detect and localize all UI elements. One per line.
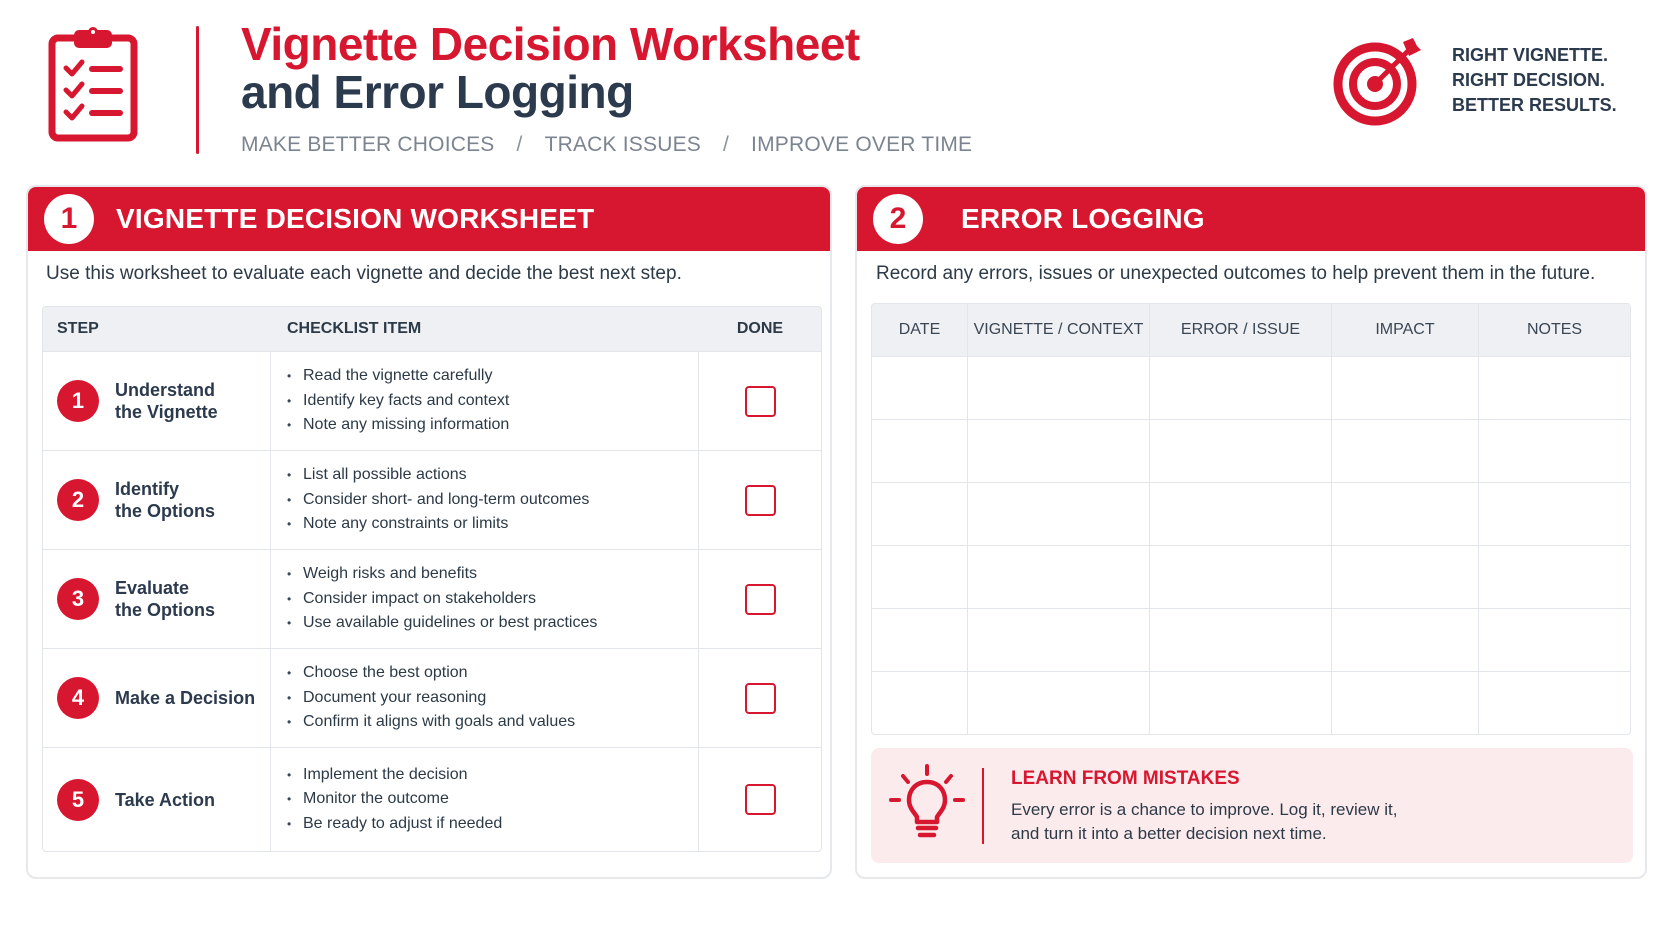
- subtitle-separator: /: [723, 133, 730, 156]
- checklist-cell: [271, 550, 699, 648]
- table-row: [43, 747, 821, 851]
- checklist-item: • Monitor the outcome: [287, 787, 698, 812]
- checklist-cell: [271, 748, 699, 851]
- error-cell[interactable]: [1150, 420, 1332, 482]
- date-cell[interactable]: [872, 672, 968, 734]
- done-checkbox[interactable]: [745, 683, 776, 714]
- table-row: [872, 608, 1630, 671]
- impact-cell[interactable]: [1332, 546, 1479, 608]
- checklist-item: • Consider impact on stakeholders: [287, 587, 698, 612]
- step-label: [115, 789, 215, 811]
- notes-cell[interactable]: [1479, 609, 1630, 671]
- title-line-1: Vignette Decision Worksheet: [241, 18, 860, 70]
- tagline-line: BETTER RESULTS.: [1452, 95, 1617, 115]
- table-row: [872, 482, 1630, 545]
- step-label-line: the Options: [115, 600, 215, 620]
- error-cell[interactable]: [1150, 357, 1332, 419]
- checklist-item: • Weigh risks and benefits: [287, 562, 698, 587]
- checklist-item: • Note any missing information: [287, 413, 698, 438]
- checklist-item: • Choose the best option: [287, 661, 698, 686]
- step-label-line: the Vignette: [115, 402, 218, 422]
- checklist-item: • List all possible actions: [287, 463, 698, 488]
- tagline-line: RIGHT DECISION.: [1452, 70, 1606, 90]
- step-label-line: the Options: [115, 501, 215, 521]
- checklist-item: • Confirm it aligns with goals and values: [287, 710, 698, 735]
- worksheet-card: [26, 185, 832, 879]
- lightbulb-icon: [887, 764, 967, 844]
- checklist-item: • Use available guidelines or best practices: [287, 611, 698, 636]
- page-subtitle: [241, 133, 972, 157]
- learn-from-mistakes-box: [871, 748, 1633, 863]
- error-cell[interactable]: [1150, 672, 1332, 734]
- date-cell[interactable]: [872, 609, 968, 671]
- context-cell[interactable]: [968, 357, 1150, 419]
- date-cell[interactable]: [872, 483, 968, 545]
- step-label: [115, 478, 215, 522]
- column-header-impact: IMPACT: [1332, 304, 1479, 356]
- done-cell: [699, 352, 821, 450]
- step-cell: [43, 550, 271, 648]
- done-cell: [699, 748, 821, 851]
- worksheet-table: [42, 306, 822, 852]
- checklist-item: • Document your reasoning: [287, 686, 698, 711]
- impact-cell[interactable]: [1332, 420, 1479, 482]
- date-cell[interactable]: [872, 420, 968, 482]
- step-label: [115, 687, 255, 709]
- tip-body: [1011, 798, 1431, 846]
- step-number-badge: 4: [57, 677, 99, 719]
- tip-body-line: and turn it into a better decision next time.: [1011, 824, 1327, 843]
- subtitle-item: MAKE BETTER CHOICES: [241, 133, 495, 156]
- error-cell[interactable]: [1150, 546, 1332, 608]
- done-cell: [699, 649, 821, 747]
- checklist-item: • Identify key facts and context: [287, 389, 698, 414]
- step-number-badge: 3: [57, 578, 99, 620]
- step-number-badge: 1: [57, 380, 99, 422]
- step-cell: [43, 451, 271, 549]
- step-number-badge: 2: [57, 479, 99, 521]
- step-cell: [43, 748, 271, 851]
- worksheet-header: [28, 187, 830, 251]
- step-number-badge: 5: [57, 779, 99, 821]
- context-cell[interactable]: [968, 420, 1150, 482]
- done-checkbox[interactable]: [745, 485, 776, 516]
- tagline-line: RIGHT VIGNETTE.: [1452, 45, 1609, 65]
- done-checkbox[interactable]: [745, 784, 776, 815]
- column-header-error: ERROR / ISSUE: [1150, 304, 1332, 356]
- step-label-line: Take Action: [115, 789, 216, 810]
- impact-cell[interactable]: [1332, 672, 1479, 734]
- table-row: [872, 671, 1630, 734]
- tip-body-line: Every error is a chance to improve. Log it, review it,: [1011, 800, 1398, 819]
- subtitle-item: IMPROVE OVER TIME: [751, 133, 973, 156]
- step-label: [115, 379, 218, 423]
- error-log-header: [857, 187, 1645, 251]
- table-row: [43, 549, 821, 648]
- date-cell[interactable]: [872, 546, 968, 608]
- section-number-badge: 2: [873, 194, 923, 244]
- section-number-badge: 1: [44, 194, 94, 244]
- subtitle-separator: /: [516, 133, 523, 156]
- checklist-item: • Be ready to adjust if needed: [287, 812, 698, 837]
- clipboard-checklist-icon: [48, 24, 138, 144]
- checklist-cell: [271, 649, 699, 747]
- notes-cell[interactable]: [1479, 672, 1630, 734]
- target-arrow-icon: [1333, 34, 1425, 126]
- notes-cell[interactable]: [1479, 420, 1630, 482]
- error-log-table-header: [872, 304, 1630, 356]
- worksheet-description: Use this worksheet to evaluate each vignette and decide the best next step.: [46, 263, 682, 284]
- context-cell[interactable]: [968, 609, 1150, 671]
- error-cell[interactable]: [1150, 609, 1332, 671]
- step-label-line: Make a Decision: [115, 688, 256, 708]
- column-header-step: STEP: [57, 320, 99, 337]
- notes-cell[interactable]: [1479, 357, 1630, 419]
- impact-cell[interactable]: [1332, 483, 1479, 545]
- title-line-2: and Error Logging: [241, 66, 634, 118]
- worksheet-title: VIGNETTE DECISION WORKSHEET: [116, 203, 595, 234]
- step-cell: [43, 352, 271, 450]
- error-cell[interactable]: [1150, 483, 1332, 545]
- impact-cell[interactable]: [1332, 357, 1479, 419]
- tip-divider: [982, 768, 984, 844]
- tip-title: LEARN FROM MISTAKES: [1011, 768, 1240, 789]
- error-log-description: Record any errors, issues or unexpected outcomes to help prevent them in the future.: [876, 263, 1596, 284]
- subtitle-item: TRACK ISSUES: [544, 133, 701, 156]
- table-row: [872, 419, 1630, 482]
- step-label: [115, 577, 215, 621]
- worksheet-table-header: [43, 307, 821, 351]
- done-checkbox[interactable]: [745, 386, 776, 417]
- header-divider: [196, 26, 199, 154]
- step-label-line: Evaluate: [115, 578, 190, 598]
- tagline: [1452, 43, 1617, 118]
- done-cell: [699, 550, 821, 648]
- page-title: [241, 20, 860, 116]
- step-cell: [43, 649, 271, 747]
- column-header-context: VIGNETTE / CONTEXT: [968, 304, 1150, 356]
- error-log-card: [855, 185, 1647, 879]
- step-label-line: Understand: [115, 380, 216, 400]
- checklist-item: • Read the vignette carefully: [287, 364, 698, 389]
- date-cell[interactable]: [872, 357, 968, 419]
- context-cell[interactable]: [968, 672, 1150, 734]
- page-header: [0, 0, 1672, 175]
- table-row: [872, 356, 1630, 419]
- step-label-line: Identify: [115, 479, 180, 499]
- table-row: [43, 648, 821, 747]
- notes-cell[interactable]: [1479, 546, 1630, 608]
- error-log-title: ERROR LOGGING: [961, 203, 1205, 234]
- error-log-table: [871, 303, 1631, 735]
- done-cell: [699, 451, 821, 549]
- checklist-item: • Note any constraints or limits: [287, 512, 698, 537]
- column-header-notes: NOTES: [1526, 321, 1583, 338]
- checklist-item: • Consider short- and long-term outcomes: [287, 488, 698, 513]
- notes-cell[interactable]: [1479, 483, 1630, 545]
- table-row: [43, 450, 821, 549]
- column-header-done: DONE: [736, 320, 784, 337]
- checklist-item: • Implement the decision: [287, 763, 698, 788]
- impact-cell[interactable]: [1332, 609, 1479, 671]
- checklist-cell: [271, 352, 699, 450]
- context-cell[interactable]: [968, 546, 1150, 608]
- checklist-cell: [271, 451, 699, 549]
- table-row: [43, 351, 821, 450]
- table-row: [872, 545, 1630, 608]
- column-header-checklist: CHECKLIST ITEM: [287, 320, 422, 337]
- context-cell[interactable]: [968, 483, 1150, 545]
- column-header-date: DATE: [872, 304, 968, 356]
- done-checkbox[interactable]: [745, 584, 776, 615]
